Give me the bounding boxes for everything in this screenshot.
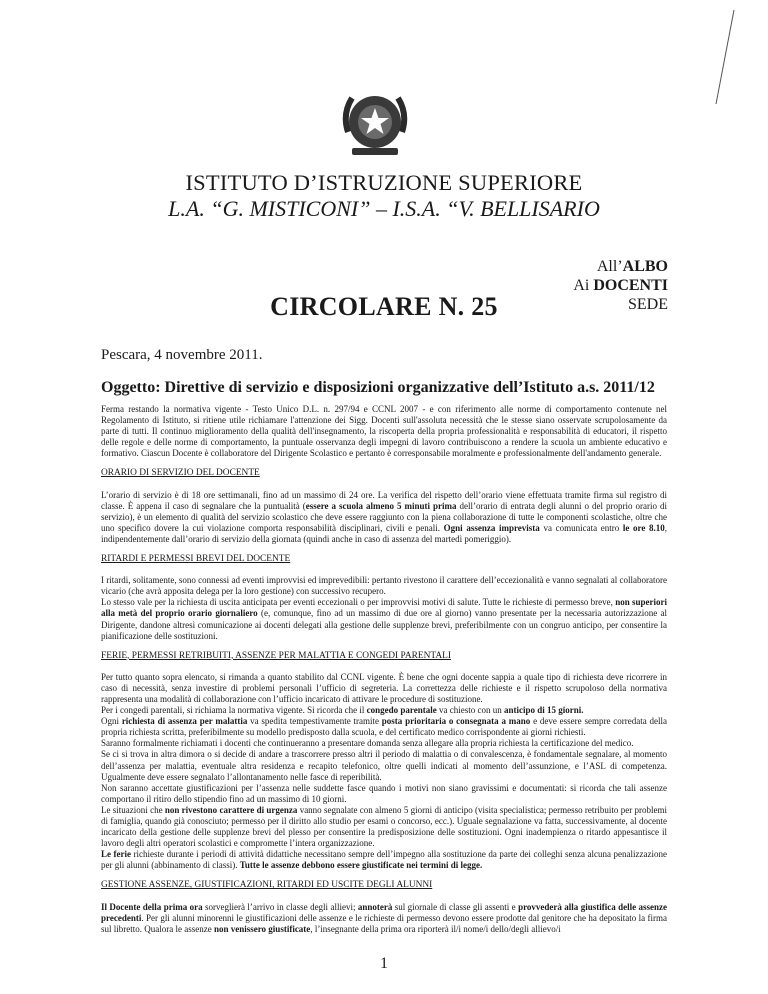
republic-emblem [334,84,416,164]
heading-gestione: GESTIONE ASSENZE, GIUSTIFICAZIONI, RITARDI ED USCITE DEGLI ALUNNI [101,880,433,891]
circular-title: CIRCOLARE N. 25 [270,292,498,321]
ferie-paragraph-3: Ogni richiesta di assenza per malattia va spedita tempestivamente tramite posta prioritaria o consegnata a mano e deve essere sempre corredata della propria richiesta scritta, preferibilmente su modello predisposto dalla scuola, e del certificato medico corrispondente ai giorni richiesti. [101,716,667,738]
scan-mark [690,8,740,108]
recipient-sede: SEDE [628,296,668,313]
ferie-paragraph-6: Non saranno accettate giustificazioni per l’assenza nelle suddette fasce quando i motivi non siano gravissimi e documentati: si ricorda che tali assenze comportano il ritiro dello stipendio fino ad un massimo di 10 giorni. [101,782,667,804]
heading-ritardi: RITARDI E PERMESSI BREVI DEL DOCENTE [101,554,291,565]
subject-line: Oggetto: Direttive di servizio e disposizioni organizzative dell’Istituto a.s. 2011/12 [101,379,655,396]
institute-schools: L.A. “G. MISTICONI” – I.S.A. “V. BELLISARIO [168,196,600,221]
ferie-paragraph-4: Saranno formalmente richiamati i docenti che continueranno a presentare domanda senza allegare alla propria richiesta la certificazione del medico. [101,738,634,749]
page-number: 1 [380,955,388,972]
ritardi-paragraph-1: I ritardi, solitamente, sono connessi ad eventi improvvisi ed imprevedibili: pertanto rivestono il carattere dell’eccezionalità e vanno segnalati al collaboratore vicario (che avrà apposita delega per la loro gestione) con successivo recupero. [101,575,667,597]
ferie-paragraph-8: Le ferie richieste durante i periodi di attività didattiche necessitano sempre dell’impegno alla sostituzione da parte dei colleghi senza alcuna penalizzazione per gli alunni (abbinamento di classi). Tutte le assenze debbono essere giustificate nei termini di legge. [101,849,667,871]
gestione-paragraph: Il Docente della prima ora sorveglierà l’arrivo in classe degli allievi; annoterà sul giornale di classe gli assenti e provvederà alla giustifica delle assenze precedenti. Per gli alunni minorenni le giustificazioni delle assenze e le richieste di permesso devono essere prodotte dal genitore che ha depositato la firma sul libretto. Qualora le assenze non venissero giustificate, l’insegnante della prima ora riporterà il/i nome/i dello/degli allievo/i [101,901,667,934]
date-line: Pescara, 4 novembre 2011. [101,347,263,363]
intro-paragraph: Ferma restando la normativa vigente - Testo Unico D.L. n. 297/94 e CCNL 2007 - e con riferimento alle norme di comportamento contenute nel Regolamento di Istituto, si ritiene utile richiamare l'attenzione dei Sigg. Docenti sull'assoluta necessità che le stesse siano osservate scrupolosamente da parte di tutti. Il continuo miglioramento della qualità dell'insegnamento, la riscoperta della propria professionalità e responsabilità di educatori, il rispetto delle regole e delle norme di comportamento, la puntuale osservanza degli impegni di lavoro contribuiscono a rendere la scuola un ambiente educativo e formativo. Ciascun Docente è collaboratore del Dirigente Scolastico e pertanto è corresponsabile moralmente e professionalmente dell'andamento generale. [101,404,667,459]
heading-orario: ORARIO DI SERVIZIO DEL DOCENTE [101,468,260,479]
ferie-paragraph-5: Se ci si trova in altra dimora o si decide di andare a trascorrere presso altri il periodo di malattia o di convalescenza, è fondamentale segnalare, al momento dell’assenza per malattia, eventuale altra residenza e recapito telefonico, oltre quelli indicati al momento dell’assunzione, e l’ASL di competenza. Ugualmente deve essere segnalato l’allontanamento nelle fasce di reperibilità. [101,749,667,782]
document-body [101,404,667,935]
ritardi-paragraph-2: Lo stesso vale per la richiesta di uscita anticipata per eventi eccezionali o per improvvisi motivi di salute. Tutte le richieste di permesso breve, non superiori alla metà del proprio orario giornaliero (e, comunque, fino ad un massimo di due ore al giorno) vanno presentate per la necessaria autorizzazione al Dirigente, dandone altresì comunicazione ai docenti delegati alla gestione delle supplenze brevi, preferibilmente con un congruo anticipo, per consentire la pianificazione delle sostituzioni. [101,597,667,641]
heading-ferie: FERIE, PERMESSI RETRIBUITI, ASSENZE PER MALATTIA E CONGEDI PARENTALI [101,650,451,661]
ferie-paragraph-7: Le situazioni che non rivestono carattere di urgenza vanno segnalate con almeno 5 giorni di anticipo (visita specialistica; permesso retribuito per problemi di famiglia, quando già conosciuto; permesso per il diritto allo studio per esami o concorso, ecc.). Uguale segnalazione va fatta, successivamente, al docente incaricato della gestione delle supplenze brevi del plesso per consentire la predisposizione delle sostituzioni. Ogni inadempienza o ritardo appesantisce il lavoro degli altri operatori scolastici e compromette l’intera organizzazione. [101,804,667,849]
recipient-docenti: Ai DOCENTI [573,277,668,294]
ferie-paragraph-2: Per i congedi parentali, si richiama la normativa vigente. Si ricorda che il congedo parentale va chiesto con un anticipo di 15 giorni. [101,705,584,716]
institute-name: ISTITUTO D’ISTRUZIONE SUPERIORE [185,170,583,195]
orario-paragraph: L’orario di servizio è di 18 ore settimanali, fino ad un massimo di 24 ore. La verifica del rispetto dell’orario viene effettuata tramite firma sul registro di classe. È appena il caso di segnalare che la puntualità (essere a scuola almeno 5 minuti prima dell’orario di entrata degli alunni o del proprio orario di servizio), è un elemento di qualità del servizio scolastico che deve essere raggiunto con la piena collaborazione di tutte le componenti scolastiche, oltre che uno specifico dovere la cui violazione comporta responsabilità disciplinari, civili e penali. Ogni assenza imprevista va comunicata entro le ore 8.10, indipendentemente dall’orario di servizio della giornata (quindi anche in caso di assenza del martedì pomeriggio). [101,489,668,544]
recipient-albo: All’ALBO [596,258,668,275]
ferie-paragraph-1: Per tutto quanto sopra elencato, si rimanda a quanto stabilito dal CCNL vigente. È bene che ogni docente sappia a quale tipo di richiesta deve ricorrere in caso di necessità, senza investire di problemi personali l’ufficio di segreteria. La correttezza delle richieste e il rispetto scrupoloso della normativa rappresenta una modalità di collaborazione con l’ufficio incaricato di attivare le procedure di sostituzione. [101,671,667,704]
